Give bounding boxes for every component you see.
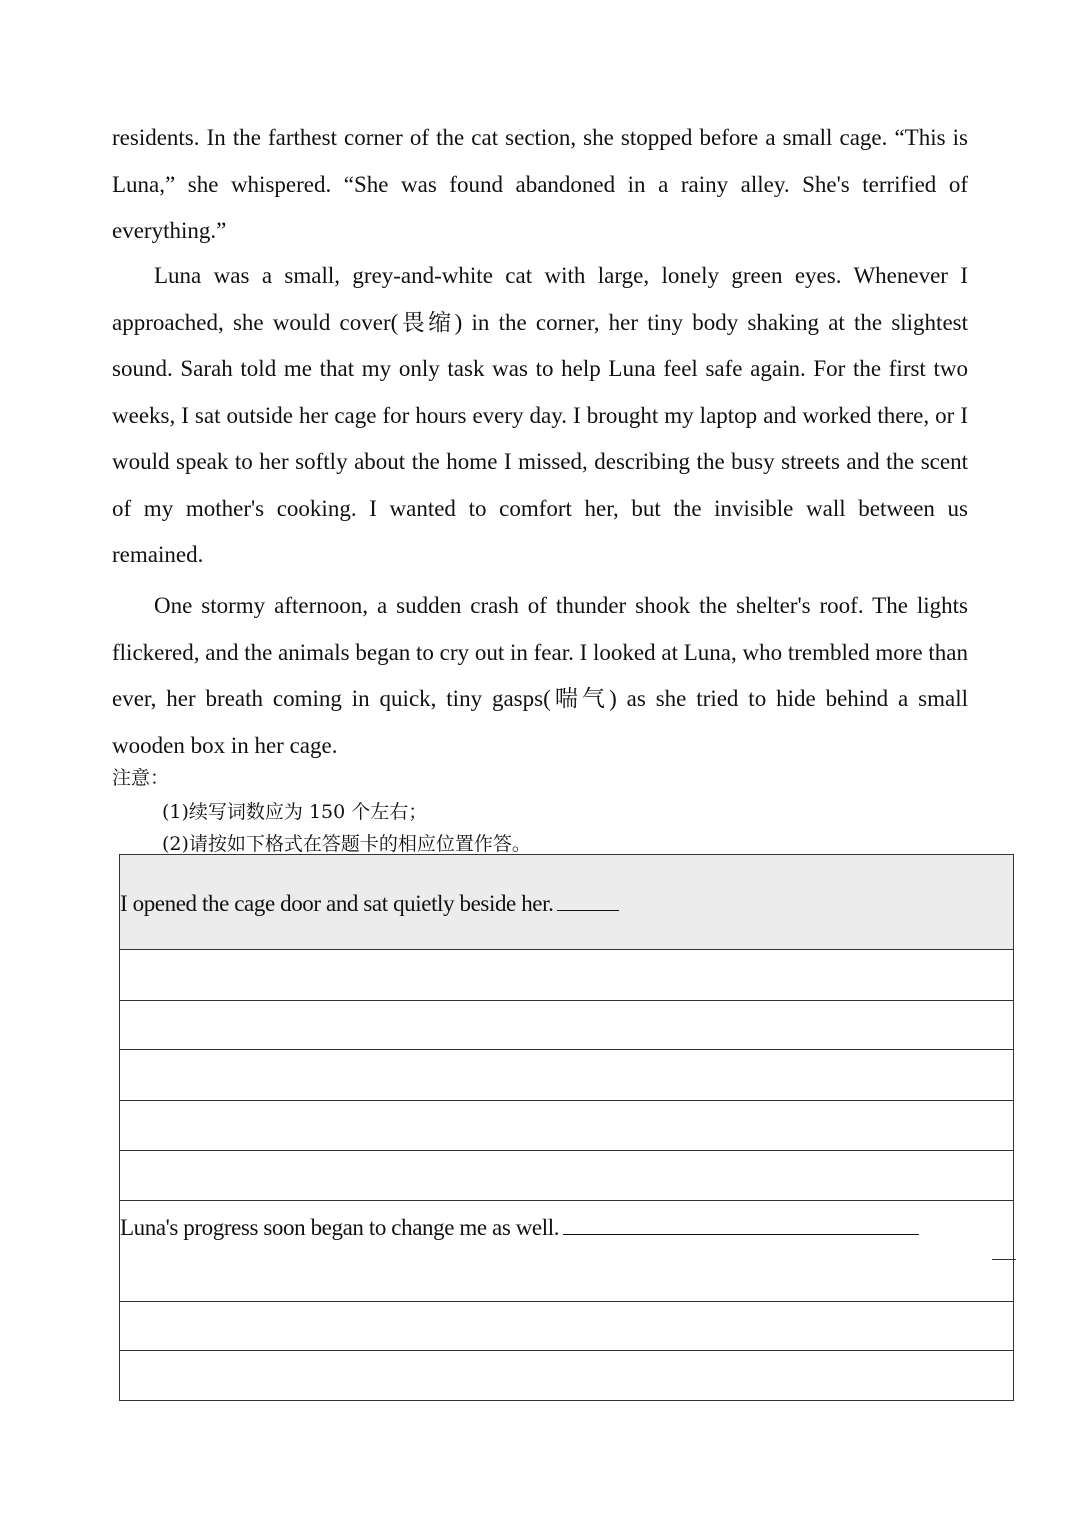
prompt-line-2 <box>120 1215 919 1241</box>
prompt-line-1 <box>120 891 619 917</box>
notes-title: 注意： <box>112 767 170 789</box>
note-item-word-count: (1)续写词数应为 150 个左右； <box>162 801 428 823</box>
blank-line-2[interactable] <box>563 1233 919 1235</box>
blank-line-1[interactable] <box>557 909 619 911</box>
note-item-answer-format: (2)请按如下格式在答题卡的相应位置作答。 <box>162 833 531 855</box>
paragraph1-opening: I opened the cage door and sat quietly beside her. <box>120 891 554 916</box>
answer-row-prompt-1 <box>120 855 1013 950</box>
passage-paragraph-3: One stormy afternoon, a sudden crash of thunder shook the shelter's roof. The lights flickered, and the animals began to cry out in fear. I looked at Luna, who trembled more than ever, her breath coming in quick, tiny gasps(喘气) as she tried to hide behind a small wooden box in her cage. <box>112 593 968 758</box>
answer-row-prompt-2[interactable] <box>120 1201 1013 1302</box>
margin-tick <box>992 1259 1016 1260</box>
answer-grid <box>119 854 1014 1401</box>
passage-paragraph-2: Luna was a small, grey-and-white cat with large, lonely green eyes. Whenever I approached, she would cover(畏缩) in the corner, her tiny body shaking at the slightest sound. Sarah told me that my only task was to help Luna feel safe again. For the first two weeks, I sat outside her cage for hours every day. I brought my laptop and worked there, or I would speak to her softly about the home I missed, describing the busy streets and the scent of my mother's cooking. I wanted to comfort her, but the invisible wall between us remained. <box>112 263 968 567</box>
paragraph2-opening: Luna's progress soon began to change me as well. <box>120 1215 560 1240</box>
answer-row[interactable] <box>120 1001 1013 1050</box>
answer-row[interactable] <box>120 950 1013 1001</box>
answer-row[interactable] <box>120 1151 1013 1201</box>
answer-row[interactable] <box>120 1101 1013 1151</box>
answer-row[interactable] <box>120 1302 1013 1351</box>
passage-paragraph-1: residents. In the farthest corner of the cat section, she stopped before a small cage. “This is Luna,” she whispered. “She was found abandoned in a rainy alley. She's terrified of everything.” <box>112 125 968 243</box>
answer-row[interactable] <box>120 1351 1013 1400</box>
answer-row[interactable] <box>120 1050 1013 1101</box>
